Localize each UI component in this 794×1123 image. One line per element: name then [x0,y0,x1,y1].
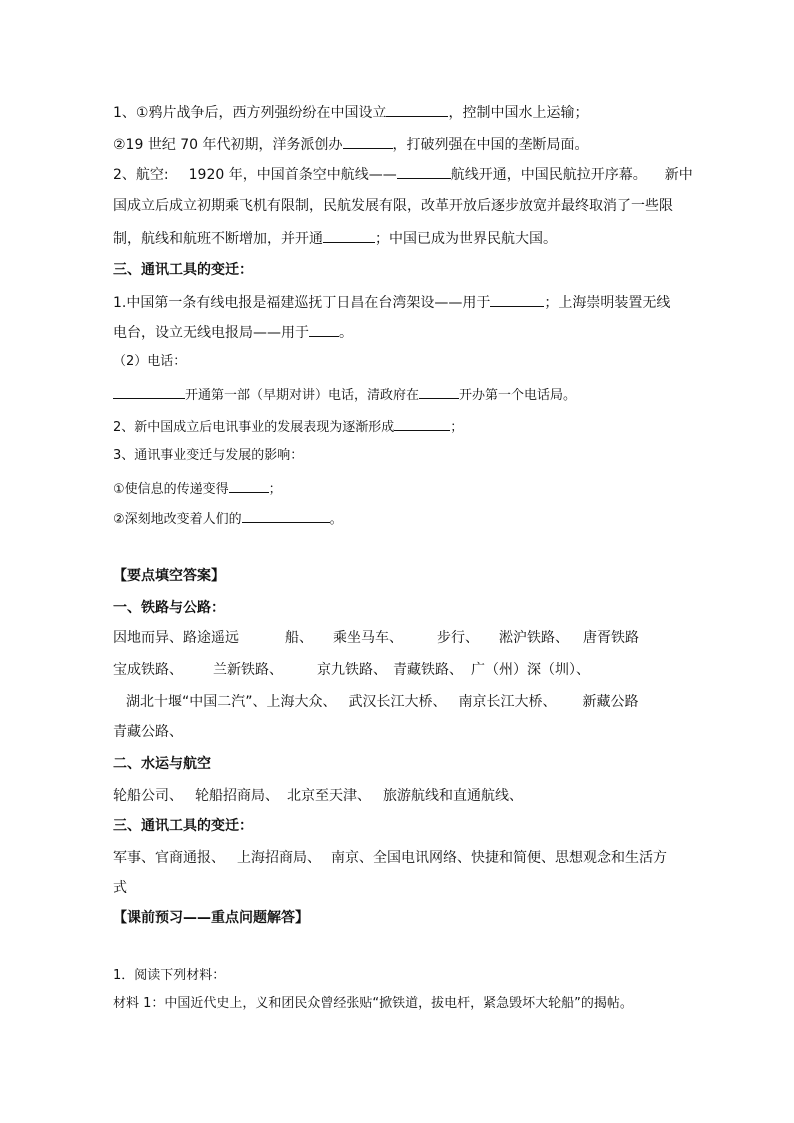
blank [394,416,450,431]
text: 南京、全国电讯网络、快捷和简便、思想观念和生活方 [331,850,667,866]
text: 轮船公司、 [113,788,183,804]
text: 航线开通，中国民航拉开序幕。 [450,167,647,183]
text: ②19 世纪 70 年代初期，洋务派创办 [113,137,343,153]
blank [419,384,459,399]
blank [309,322,339,337]
fill-line-7 [113,322,353,342]
text: 新藏公路 [582,694,639,710]
text: 北京至天津、 [287,788,371,804]
blank [229,478,269,493]
text: 军事、官商通报、 [113,850,225,866]
blank [397,164,451,179]
answers-row-6 [113,848,667,868]
fill-line-4: 国成立后成立初期乘飞机有限制，民航发展有限，改革开放后逐步放宽并最终取消了一些限 [113,198,673,214]
text: 兰新铁路、 [213,662,283,678]
question-1: 1．阅读下列材料： [113,968,226,983]
answers-row-2 [113,660,590,680]
text: ；上海崇明装置无线 [544,295,671,311]
text: 京九铁路、 [317,662,387,678]
fill-line-1 [113,102,588,122]
text: 淞沪铁路、 [499,630,569,646]
text: 开办第一个电话局。 [459,388,577,403]
text: 唐胥铁路 [583,630,639,646]
text: 电台，设立无线电报局——用于 [113,325,309,341]
text: 宝成铁路、 [113,662,183,678]
blank [386,102,448,117]
text: 2、航空: [113,167,169,183]
text: ②深刻地改变着人们的 [113,512,242,527]
fill-line-6 [113,292,670,312]
answers-row-7: 式 [113,880,127,896]
fill-line-8: （2）电话： [113,354,187,369]
answers-row-4: 青藏公路、 [113,724,183,740]
text: 步行、 [437,630,479,646]
text: ，控制中国水上运输； [448,105,589,121]
preview-title: 【课前预习——重点问题解答】 [113,910,309,926]
fill-line-11: 3、通讯事业变迁与发展的影响： [113,448,304,463]
text: 乘坐马车、 [333,630,403,646]
text: 2、新中国成立后电讯事业的发展表现为逐渐形成 [113,420,395,435]
fill-line-9 [113,384,576,404]
text: 上海招商局、 [237,850,321,866]
text: 因地而异、路途遥远 [113,630,239,646]
section-heading-comm: 三、通讯工具的变迁： [113,262,253,278]
text: 1920 年，中国首条空中航线—— [188,167,397,183]
blank [490,292,544,307]
material-1: 材料 1：中国近代史上，义和团民众曾经张贴“掀铁道，拔电杆，紧急毁坏大轮船”的揭帖。 [113,996,633,1011]
text: 旅游航线和直通航线、 [383,788,523,804]
text: 青藏铁路、 [393,662,463,678]
answers-title: 【要点填空答案】 [113,568,225,584]
text: ；中国已成为世界民航大国。 [375,231,557,247]
blank [242,508,330,523]
fill-line-2 [113,134,589,154]
text: 武汉长江大桥、 [348,694,447,710]
text: 制，航线和航班不断增加，并开通 [113,231,323,247]
text: ； [268,482,282,497]
text: ①使信息的传递变得 [113,482,229,497]
text: 轮船招商局、 [195,788,279,804]
text: ，打破列强在中国的垄断局面。 [392,137,589,153]
fill-line-13 [113,508,343,528]
text: 湖北十堰“中国二汽”、上海大众、 [126,694,337,710]
blank [323,228,375,243]
blank [113,384,185,399]
text: ； [450,420,464,435]
text: 广（州）深（圳）、 [471,662,590,678]
answers-heading-rail: 一、铁路与公路： [113,600,225,616]
text: 1、①鸦片战争后，西方列强纷纷在中国设立 [113,105,387,121]
answers-heading-comm: 三、通讯工具的变迁： [113,818,253,834]
text: 。 [339,325,353,341]
text: 新中 [664,167,693,183]
text: 。 [329,512,343,527]
fill-line-10 [113,416,463,436]
answers-row-3 [126,692,639,712]
text: 南京长江大桥、 [458,694,557,710]
text: 1.中国第一条有线电报是福建巡抚丁日昌在台湾架设——用于 [113,295,491,311]
answers-row-5 [113,786,523,806]
text: 船、 [285,630,313,646]
fill-line-12 [113,478,282,498]
answers-row-1 [113,628,639,648]
fill-line-5 [113,228,557,248]
fill-line-3 [113,164,693,184]
answers-heading-water: 二、水运与航空 [113,756,211,772]
text: 开通第一部（早期对讲）电话，清政府在 [185,388,420,403]
blank [343,134,393,149]
